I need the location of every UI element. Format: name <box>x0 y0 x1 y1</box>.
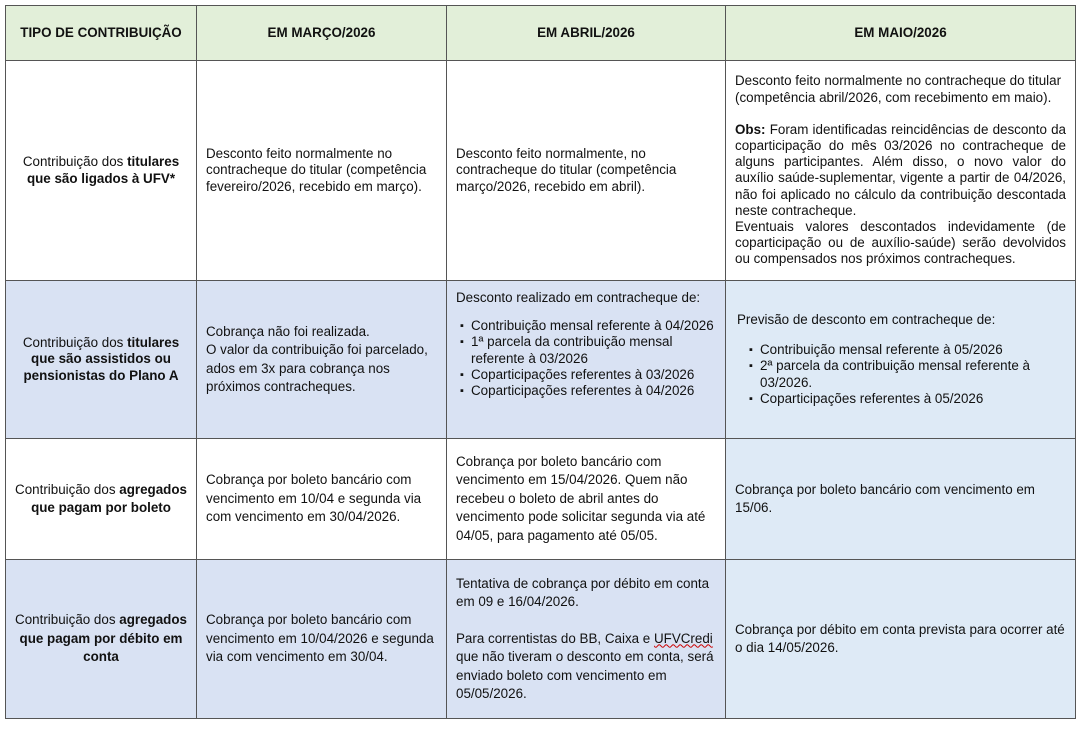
row-type-cell <box>6 61 197 281</box>
maio-cell <box>726 61 1076 281</box>
abril-paragraph-1: Tentativa de cobrança por débito em conta em 09 e 16/04/2026. <box>456 575 710 609</box>
list-item: ▪ Coparticipações referentes à 03/2026 <box>456 367 716 383</box>
abril-cell <box>447 281 726 439</box>
row-type-bold: agregados que pagam por débito em conta <box>19 612 187 665</box>
header-row <box>6 6 1076 61</box>
maio-cell <box>726 281 1076 439</box>
table-row <box>6 439 1076 560</box>
maio-intro: Previsão de desconto em contracheque de: <box>737 311 996 327</box>
table-row <box>6 560 1076 719</box>
row-type-prefix: Contribuição dos <box>15 612 120 628</box>
abril-p2-start: Para correntistas do BB, Caixa e <box>456 630 654 646</box>
header-tipo: TIPO DE CONTRIBUIÇÃO <box>6 6 197 61</box>
row-type-cell <box>6 281 197 439</box>
abril-list <box>456 318 716 399</box>
maio-cell: Cobrança por débito em conta prevista para ocorrer até o dia 14/05/2026. <box>726 560 1076 719</box>
header-marco: EM MARÇO/2026 <box>197 6 447 61</box>
marco-cell: Cobrança não foi realizada. O valor da contribuição foi parcelado, ados em 3x para cobrança nos próximos contracheques. <box>197 281 447 439</box>
list-item: ▪ Contribuição mensal referente à 04/2026 <box>456 318 716 334</box>
maio-paragraph-1: Desconto feito normalmente no contracheque do titular (competência abril/2026, com recebimento em maio). <box>735 73 1062 105</box>
list-item: ▪ Contribuição mensal referente à 05/2026 <box>745 342 1066 358</box>
row-type-cell <box>6 560 197 719</box>
abril-cell: Cobrança por boleto bancário com vencimento em 15/04/2026. Quem não recebeu o boleto de abril antes do vencimento pode solicitar segunda via até 04/05, para pagamento até 05/05. <box>447 439 726 560</box>
marco-cell: Cobrança por boleto bancário com vencimento em 10/04/2026 e segunda via com vencimento em 30/04. <box>197 560 447 719</box>
row-type-prefix: Contribuição dos <box>22 154 128 170</box>
abril-p2-end: que não tiveram o desconto em conta, será enviado boleto com vencimento em 05/05/2026. <box>456 649 714 701</box>
maio-obs <box>735 122 1066 219</box>
ufvcredi-text: UFVCredi <box>653 630 713 646</box>
table-row <box>6 281 1076 439</box>
abril-cell: Desconto feito normalmente, no contracheque do titular (competência março/2026, recebido em abril). <box>447 61 726 281</box>
row-type-prefix: Contribuição dos <box>15 482 120 497</box>
marco-cell: Desconto feito normalmente no contracheque do titular (competência fevereiro/2026, recebido em março). <box>197 61 447 281</box>
row-type-bold: agregados que pagam por boleto <box>31 482 187 515</box>
abril-paragraph-2 <box>456 630 716 704</box>
maio-paragraph-3: Eventuais valores descontados indevidamente (de coparticipação ou de auxílio-saúde) serão devolvidos ou compensados nos próximos contracheques. <box>735 219 1066 267</box>
header-maio: EM MAIO/2026 <box>726 6 1076 61</box>
maio-obs-label: Obs: <box>735 121 766 137</box>
maio-obs-text: Foram identificadas reincidências de desconto da coparticipação do mês 03/2026 no contracheque de alguns participantes. Além disso, o novo valor do auxílio saúde-suplementar, vigente a partir de 04/2026, não foi aplicado no cálculo da contribuição descontada neste contracheque. <box>735 121 1066 218</box>
abril-intro: Desconto realizado em contracheque de: <box>456 290 701 305</box>
row-type-bold: titulares que são assistidos ou pensionistas do Plano A <box>23 335 180 383</box>
maio-cell: Cobrança por boleto bancário com vencimento em 15/06. <box>726 439 1076 560</box>
list-item: ▪ Coparticipações referentes à 05/2026 <box>745 391 1066 407</box>
list-item: ▪ 2ª parcela da contribuição mensal referente à 03/2026. <box>745 358 1066 390</box>
contribution-table <box>5 5 1076 719</box>
row-type-cell <box>6 439 197 560</box>
abril-cell <box>447 560 726 719</box>
header-abril: EM ABRIL/2026 <box>447 6 726 61</box>
table-row <box>6 61 1076 281</box>
row-type-prefix: Contribuição dos <box>22 335 128 351</box>
list-item: ▪ Coparticipações referentes à 04/2026 <box>456 383 716 399</box>
marco-cell: Cobrança por boleto bancário com vencimento em 10/04 e segunda via com vencimento em 30/04/2026. <box>197 439 447 560</box>
list-item: ▪ 1ª parcela da contribuição mensal referente à 03/2026 <box>456 334 716 366</box>
row-type-bold: titulares que são ligados à UFV* <box>26 154 180 186</box>
maio-list <box>737 342 1066 407</box>
